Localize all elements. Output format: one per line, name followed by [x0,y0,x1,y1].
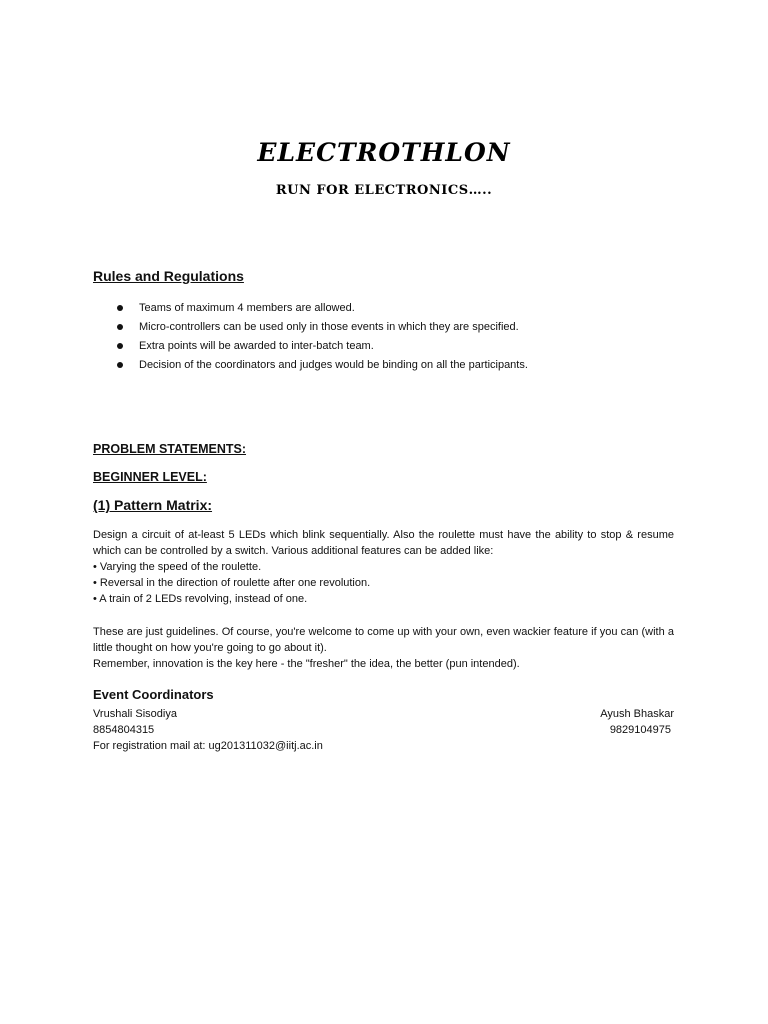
rule-text: Micro-controllers can be used only in those events in which they are specified. [139,321,519,333]
guidelines-text: These are just guidelines. Of course, you're welcome to come up with your own, even wackier feature if you can (with a little thought on how you're going to go about it). [93,626,674,654]
rule-text: Decision of the coordinators and judges would be binding on all the participants. [139,359,528,371]
problem-description-block [93,527,674,607]
rules-heading: Rules and Regulations [93,268,244,284]
coordinator-right-phone: 9829104975 [609,724,671,736]
coordinator-names-row [93,706,674,722]
coordinator-left-name: Vrushali Sisodiya [93,708,177,720]
feature-item: • Varying the speed of the roulette. [93,561,262,573]
list-item [93,300,693,319]
bullet-icon [117,343,123,349]
bullet-icon [117,305,123,311]
feature-item: • Reversal in the direction of roulette after one revolution. [93,577,371,589]
pattern-matrix-heading: (1) Pattern Matrix: [93,497,213,513]
bullet-icon [117,362,123,368]
event-subtitle: RUN FOR ELECTRONICS….. [275,183,493,198]
remember-text: Remember, innovation is the key here - the "fresher" the idea, the better (pun intended). [93,658,520,670]
rule-text: Teams of maximum 4 members are allowed. [139,302,355,314]
problem-statements-heading: PROBLEM STATEMENTS: [93,442,247,456]
coordinator-left-phone: 8854804315 [93,724,155,736]
guidelines-block [93,624,674,672]
feature-item: • A train of 2 LEDs revolving, instead of one. [93,593,308,605]
coordinators-block [93,706,674,754]
registration-text: For registration mail at: ug201311032@iitj.ac.in [93,740,323,752]
coordinator-phones-row [93,722,674,738]
problem-description: Design a circuit of at-least 5 LEDs which blink sequentially. Also the roulette must have the ability to stop & resume which can be controlled by a switch. Various additional features can be added like: [93,529,674,557]
coordinator-right-name: Ayush Bhaskar [600,708,674,720]
rules-list [93,300,693,376]
rule-text: Extra points will be awarded to inter-batch team. [139,340,374,352]
list-item [93,338,693,357]
event-title: ELECTROTHLON [257,138,511,167]
list-item [93,357,693,376]
coordinators-heading: Event Coordinators [93,687,214,702]
beginner-level-heading: BEGINNER LEVEL: [93,470,207,484]
bullet-icon [117,324,123,330]
list-item [93,319,693,338]
